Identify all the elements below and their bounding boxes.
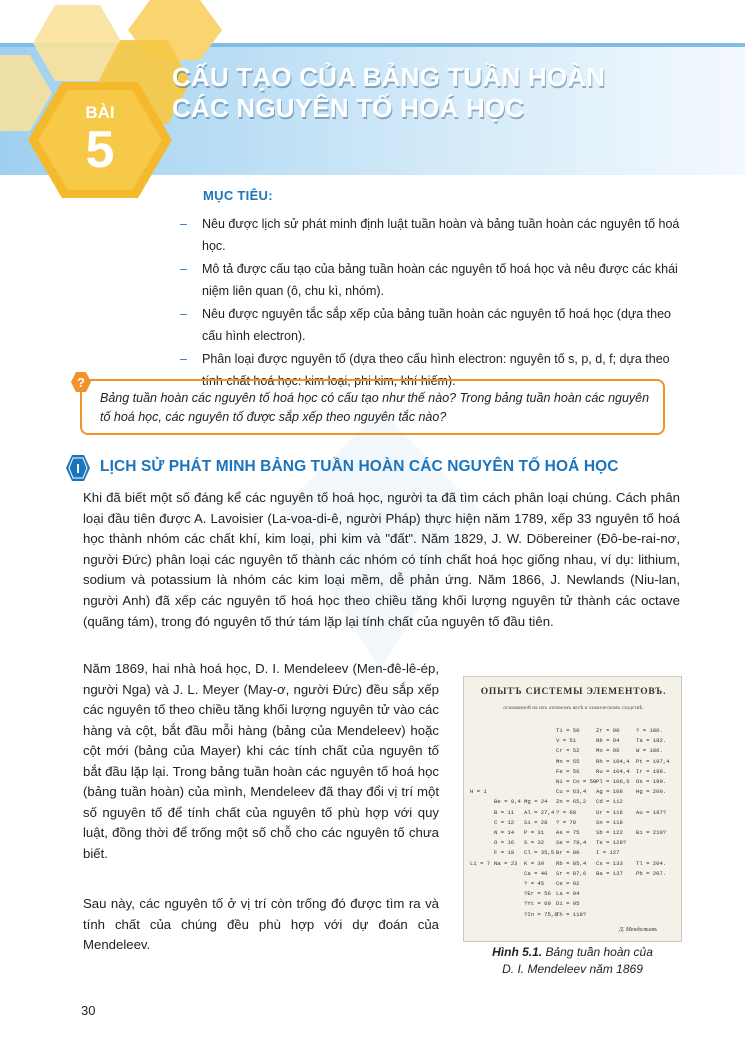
element-cell: Sn = 118 [596,818,623,826]
element-cell: Ru = 104,4 [596,767,630,775]
element-cell: Ti = 50 [556,727,580,734]
element-cell: ?In = 75,6 [524,910,558,918]
question-icon [70,371,92,393]
element-cell: Cr = 52 [556,747,580,755]
element-cell: Sr = 87,6 [556,869,587,877]
element-cell: N = 14 [494,829,515,836]
dash-icon: – [180,307,187,321]
element-cell: Di = 95 [556,900,580,908]
objective-text: Nêu được nguyên tắc sắp xếp của bảng tuần hoàn các nguyên tố hoá học (dựa theo cấu hình electron). [202,307,672,343]
element-cell: F = 19 [494,849,515,857]
lesson-number: 5 [85,121,115,179]
question-box [80,379,665,435]
element-cell: Cu = 63,4 [556,788,587,796]
objective-text: Mô tả được cấu tạo của bảng tuần hoàn các nguyên tố hoá học và nêu được các khái niệm liên quan (ô, chu kì, nhóm). [202,262,678,298]
element-cell: W = 186. [636,747,663,755]
element-cell: Pb = 207. [636,869,667,877]
question-text: Bảng tuần hoàn các nguyên tố hoá học có cấu tạo như thế nào? Trong bảng tuần hoàn các nguyên tố hoá học, các nguyên tố được sắp xếp theo nguyên tắc nào? [100,391,650,424]
figure-subtitle: основанной на ихъ атомномъ весѣ и химическомъ сходствѣ. [503,705,644,711]
element-cell: Na = 23 [494,859,518,867]
element-cell: Cd = 112 [596,798,623,806]
figure-caption [463,944,682,978]
dash-icon: – [180,262,187,276]
caption-line2: D. I. Mendeleev năm 1869 [502,962,643,976]
element-cell: Zr = 90 [596,727,620,734]
element-cell: Rb = 85,4 [556,859,587,867]
element-cell: Fe = 56 [556,767,580,775]
element-cell: Rh = 104,4 [596,757,630,765]
element-cell: Al = 27,4 [524,808,555,816]
element-cell: ? = 68 [556,808,577,816]
objective-text: Nêu được lịch sử phát minh định luật tuần hoàn và bảng tuần hoàn các nguyên tố hoá học. [202,217,680,253]
objective-text: Phân loại được nguyên tố (dựa theo cấu hình electron: nguyên tố s, p, d, f; dựa theo tính chất hoá học: kim loại, phi kim, khí hiếm). [202,352,670,388]
element-cell: Mo = 96 [596,747,620,755]
lesson-title-line2: CÁC NGUYÊN TỐ HOÁ HỌC [172,93,525,123]
element-cell: Ag = 108 [596,788,623,796]
element-cell: Au = 197? [636,808,667,816]
element-cell: I = 127 [596,849,620,857]
figure-signature: Д. Менделѣевъ [619,927,657,933]
section-heading: LỊCH SỬ PHÁT MINH BẢNG TUẦN HOÀN CÁC NGUYÊN TỐ HOÁ HỌC [100,458,619,475]
lesson-title [172,62,605,124]
element-cell: Ce = 92 [556,880,580,887]
lesson-title-line1: CẤU TẠO CỦA BẢNG TUẦN HOÀN [172,62,606,92]
element-cell: V = 51 [556,737,577,745]
objectives-heading: MỤC TIÊU: [203,188,273,203]
element-cell: Si = 28 [524,818,548,826]
element-cell: B = 11 [494,808,515,816]
element-cell: Zn = 65,2 [556,798,587,806]
element-cell: Cs = 133 [596,859,623,867]
element-cell: Ur = 116 [596,808,623,816]
element-cell: Te = 128? [596,839,627,847]
element-cell: Pt = 197,4 [636,757,670,765]
objectives-list [180,213,680,393]
element-cell: ? = 70 [556,818,577,826]
element-cell: Hg = 200. [636,788,667,796]
dash-icon: – [180,217,187,231]
element-cell: K = 39 [524,859,545,867]
mendeleev-table-figure [463,676,682,942]
element-cell: Be = 9,4 [494,798,521,806]
element-cell: Os = 199. [636,778,667,785]
element-cell: Ca = 40 [524,869,548,877]
objective-item [180,258,680,302]
element-cell: Se = 79,4 [556,839,587,847]
element-cell: Nb = 94 [596,737,620,745]
element-cell: Ir = 198. [636,767,667,775]
element-cell: O = 16 [494,839,515,847]
caption-text: Bảng tuần hoàn của [542,945,653,959]
lesson-label: BÀI [85,103,115,122]
element-cell: Ni = Co = 59 [556,778,597,785]
element-cell: Ta = 182. [636,737,667,745]
element-cell: Pl = 106,6 [596,778,630,785]
element-cell: ?Yt = 60 [524,900,551,908]
body-paragraph: Khi đã biết một số đáng kể các nguyên tố hoá học, người ta đã tìm cách phân loại chúng. Cách phân loại đầu tiên được A. Lavoisier (La-voa-di-ê, người Pháp) thực hiện năm 1789, xếp 33 nguyên tố hoá học thành nhóm các chất khí, kim loại, phi kim và "đất". Năm 1829, J. W. Döbereiner (Đô-be-rai-nơ, người Đức) phân loại các nguyên tố thành các nhóm có tính chất hoá học giống nhau, ví dụ: lithium, sodium và potassium là nhóm các kim loại mềm, dễ phản ứng. Năm 1866, J. Newlands (Niu-lan, người Anh) đã xếp các nguyên tố hoá học theo chiều tăng khối lượng nguyên tử thành các octave (quãng tám), trong đó nguyên tố thứ tám lặp lại tính chất của nguyên tố đầu tiên. [83,490,680,629]
element-cell: Cl = 35,5 [524,849,555,857]
element-cell: P = 31 [524,829,545,836]
element-cell: La = 94 [556,890,580,898]
element-cell: Mn = 55 [556,757,580,765]
dash-icon: – [180,352,187,366]
element-cell: Ba = 137 [596,869,623,877]
section-number: I [76,461,80,476]
page-number: 30 [81,1003,96,1018]
element-cell: C = 12 [494,818,515,826]
element-cell: Th = 118? [556,910,587,918]
body-paragraph: Sau này, các nguyên tố ở vị trí còn trống đó được tìm ra và tính chất của chúng đều phù hợp với dự đoán của Mendeleev. [83,896,439,952]
element-cell: Sb = 122 [596,829,623,836]
objective-item [180,213,680,257]
caption-label: Hình 5.1. [492,945,543,959]
element-cell: As = 75 [556,829,580,836]
element-cell: H = 1 [470,788,487,796]
section-number-icon [65,454,91,482]
element-cell: Bi = 210? [636,829,667,836]
element-cell: S = 32 [524,839,545,847]
element-cell: Li = 7 [470,859,491,867]
element-cell: Br = 80 [556,849,580,857]
svg-text:?: ? [77,375,85,390]
body-paragraph: Năm 1869, hai nhà hoá học, D. I. Mendeleev (Men-đê-lê-ép, người Nga) và J. L. Meyer (May-ơ, người Đức) đều sắp xếp các nguyên tố theo chiều tăng khối lượng nguyên tử vào các hàng và cột, bắt đầu mỗi hàng (bảng của Mendeleev) hoặc cột mới (bảng của Mayer) khi các tính chất của nguyên tố bắt đầu lặp lại. Trong bảng tuần hoàn các nguyên tố hoá học (bảng tuần hoàn) của mình, Mendeleev đã thay đổi vị trí một số nguyên tố để tính chất của nguyên tố phù hợp với quy luật, đồng thời để trống một số chỗ cho các nguyên tố chưa biết. [83,661,439,861]
element-cell: ?Er = 56 [524,890,551,898]
objective-item [180,303,680,347]
figure-title: ОПЫТЪ СИСТЕМЫ ЭЛЕМЕНТОВЪ. [480,687,667,697]
element-cell: Mg = 24 [524,798,548,806]
element-cell: ? = 45 [524,880,545,887]
element-cell: ? = 180. [636,727,663,734]
element-cell: Tl = 204. [636,859,667,867]
